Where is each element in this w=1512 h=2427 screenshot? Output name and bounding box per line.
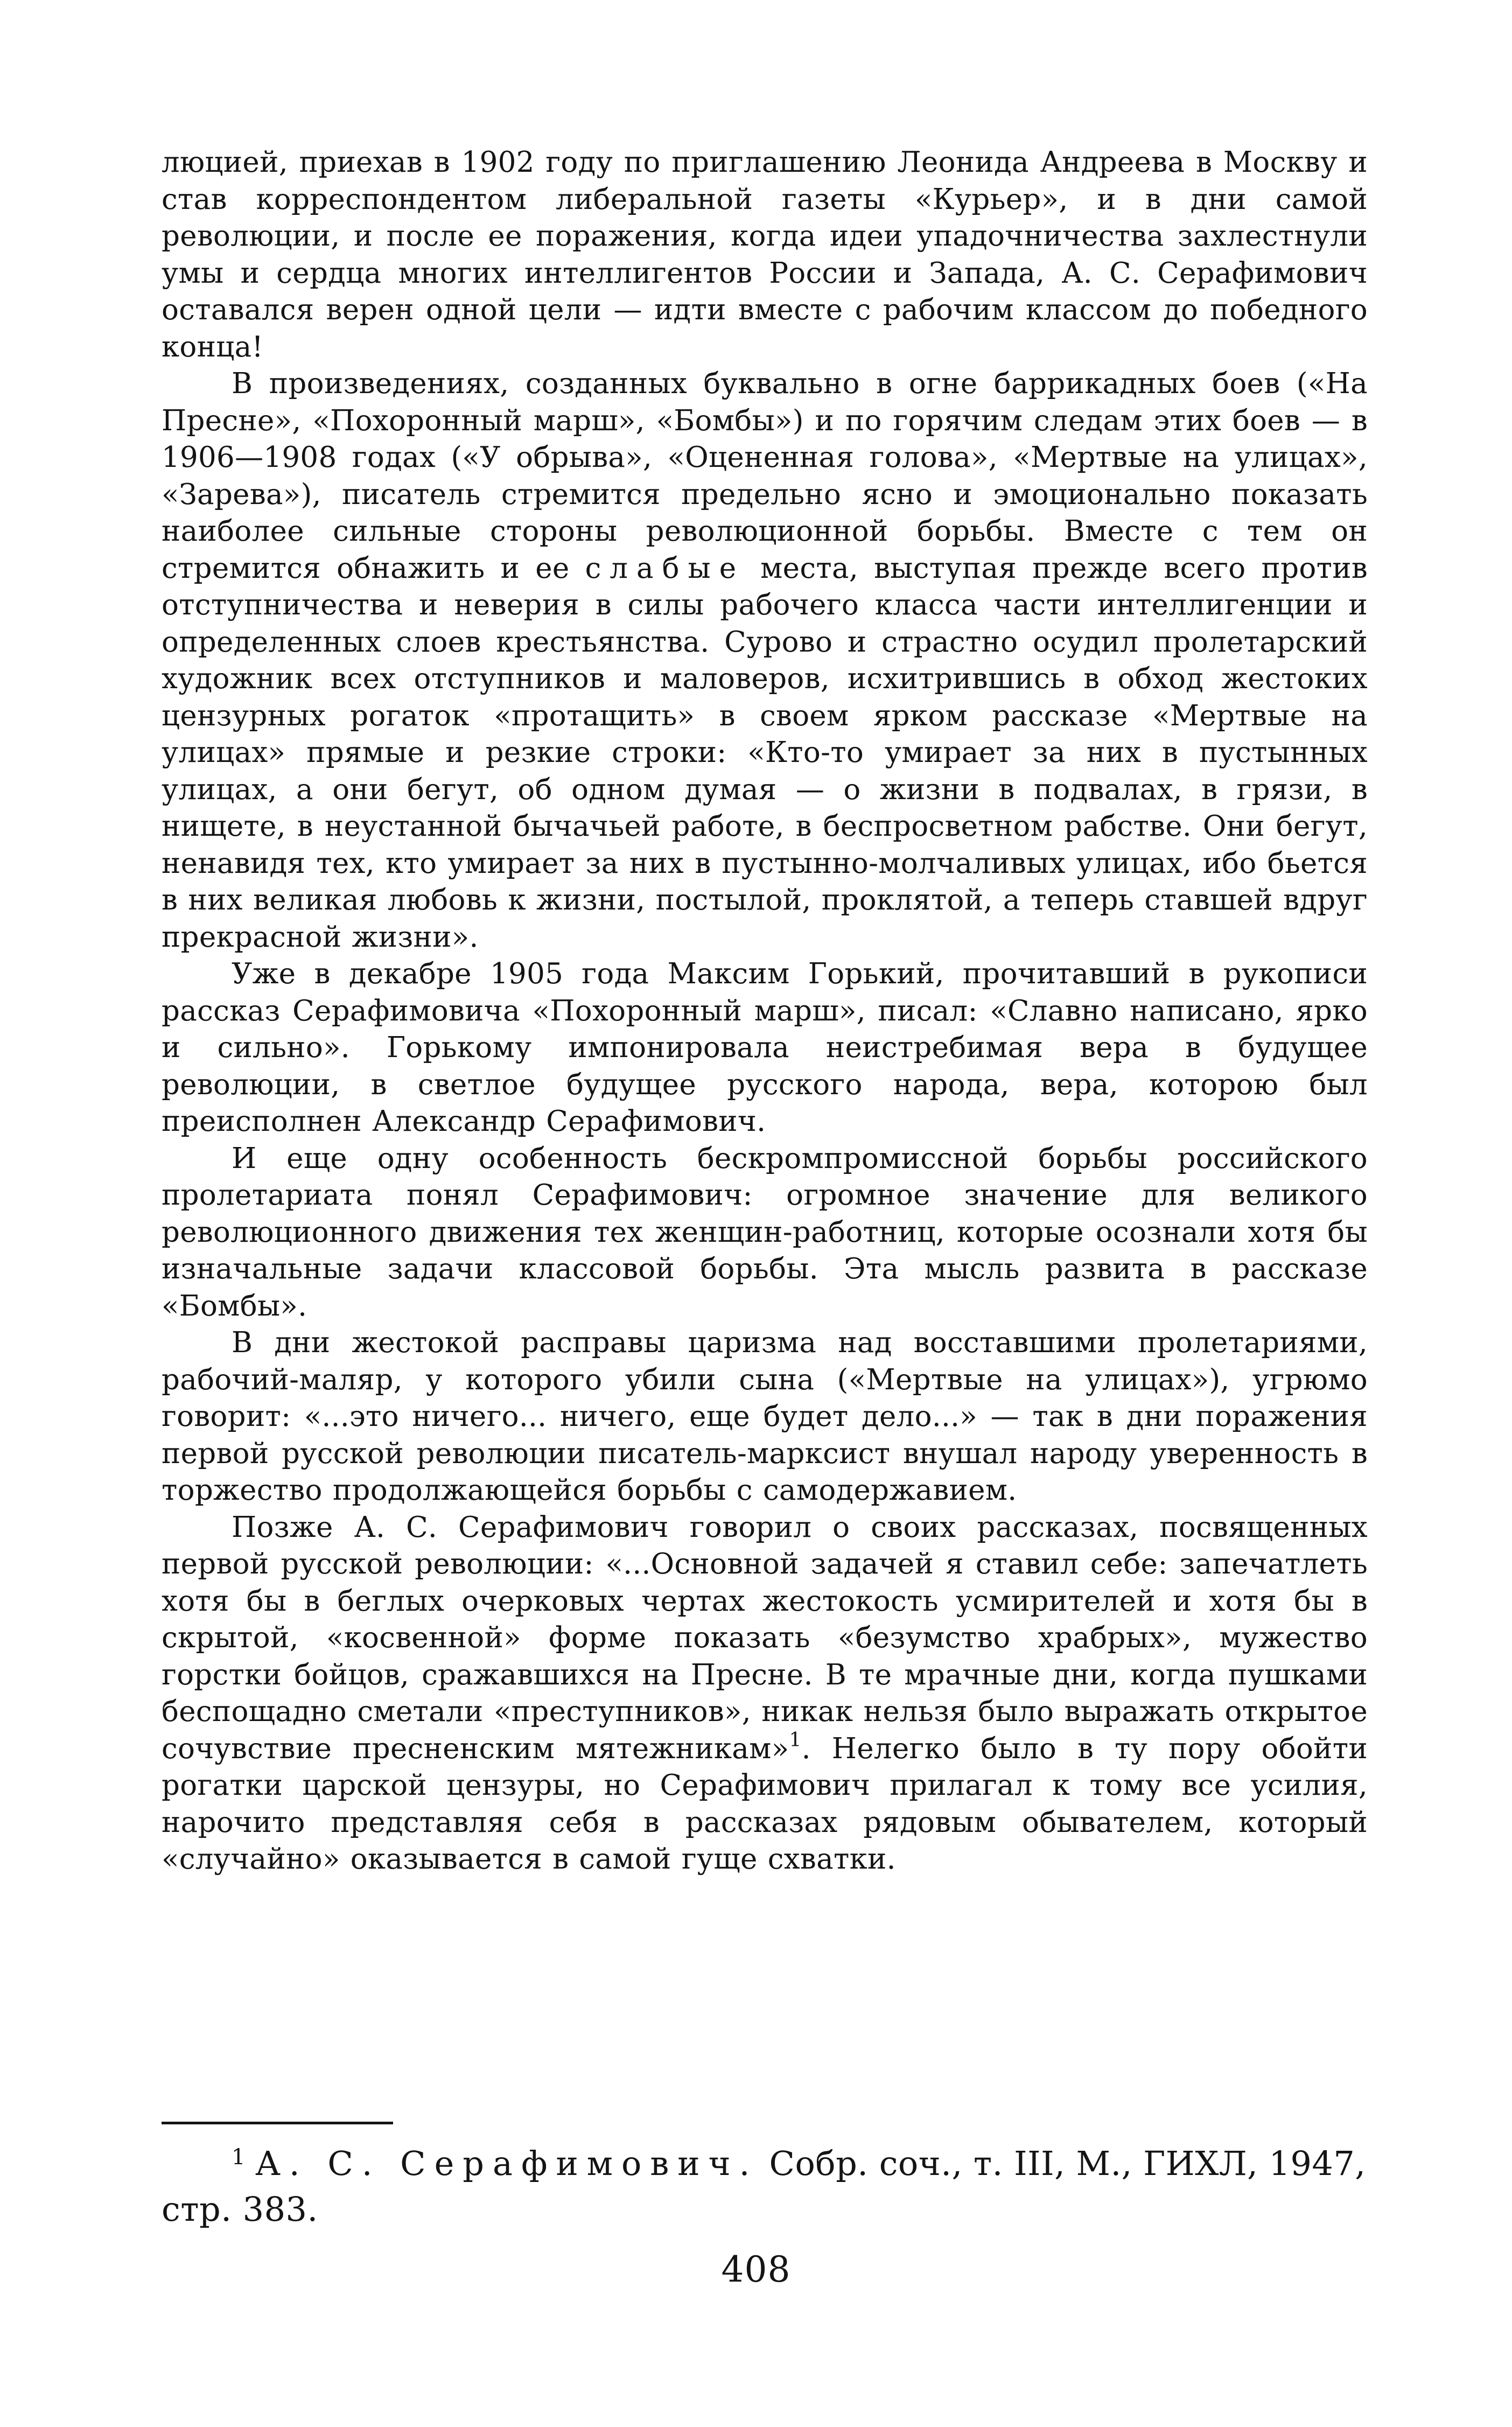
paragraph-gorky: Уже в декабре 1905 года Максим Горький, прочитавший в рукописи рассказ Серафимовича «Похоронный марш», писал: «Славно написано, ярко и сильно». Горькому импонировала неистребимая вера в будущее революции, в светлое будущее русского народа, вера, которою был преисполнен Александр Серафимович. <box>162 957 1368 1138</box>
footnote-author: А. С. Серафимович. <box>255 2144 759 2183</box>
paragraph-women-workers: И еще одну особенность бескромпромиссной борьбы российского пролетариата понял Серафимович: огромное значение для великого революционного движения тех женщин-работниц, которые осознали хотя бы изначальные задачи классовой борьбы. Эта мысль развита в рассказе «Бомбы». <box>162 1142 1368 1323</box>
page-number: 408 <box>721 2249 791 2290</box>
paragraph-text-part: Позже А. С. Серафимович говорил о своих рассказах, посвященных первой русской революции: «...Основной задачей я ставил себе: запечатлеть хотя бы в беглых очерковых чертах жестокость усмирителей и хотя бы в скрытой, «косвенной» форме показать «безумство храбрых», мужество горстки бойцов, сражавшихся на Пресне. В те мрачные дни, когда пушками беспощадно сметали «преступников», никак нельзя было выражать открытое сочувствие пресненским мятежникам» <box>162 1510 1368 1765</box>
paragraph-text-part: В произведениях, созданных буквально в огне баррикадных боев («На Пресне», «Похоронный марш», «Бомбы») и по горячим следам этих боев — в 1906—1908 годах («У обрыва», «Оцененная голова», «Мертвые на улицах», «Зарева»), писатель стремится предельно ясно и эмоционально показать наиболее сильные стороны революционной борьбы. Вместе с тем он стремится обнажить и ее <box>162 367 1368 585</box>
paragraph-later-remarks <box>162 1509 1368 1878</box>
body-text <box>162 144 1368 1878</box>
footnote-marker: 1 <box>232 2145 246 2170</box>
paragraph-continuation: люцией, приехав в 1902 году по приглашению Леонида Андреева в Москву и став корреспондентом либеральной газеты «Курьер», и в дни самой революции, и после ее поражения, когда идеи упадочничества захлестнули умы и сердца многих интеллигентов России и Запада, А. С. Серафимович оставался верен одной цели — идти вместе с рабочим классом до победного конца! <box>162 146 1368 363</box>
paragraph-works-overview <box>162 366 1368 956</box>
footnote <box>162 2141 1368 2232</box>
footnote-divider <box>162 2122 393 2124</box>
emphasized-word: слабые <box>585 551 745 585</box>
footnote-citation: Собр. соч., т. III, М., ГИХЛ, 1947, стр. 383. <box>162 2144 1366 2229</box>
paragraph-painter: В дни жестокой расправы царизма над восставшими пролетариями, рабочий-маляр, у которого убили сына («Мертвые на улицах»), угрюмо говорит: «...это ничего... ничего, еще будет дело...» — так в дни поражения первой русской революции писатель-марксист внушал народу уверенность в торжество продолжающейся борьбы с самодержавием. <box>162 1326 1368 1507</box>
footnote-reference[interactable]: 1 <box>789 1729 802 1751</box>
paragraph-text-part: места, выступая прежде всего против отступничества и неверия в силы рабочего класса части интеллигенции и определенных слоев крестьянства. Сурово и страстно осудил пролетарский художник всех отступников и маловеров, исхитрившись в обход жестоких цензурных рогаток «протащить» в своем ярком рассказе «Мертвые на улицах» прямые и резкие строки: «Кто-то умирает за них в пустынных улицах, а они бегут, об одном думая — о жизни в подвалах, в грязи, в нищете, в неустанной бычачьей работе, в беспросветном рабстве. Они бегут, ненавидя тех, кто умирает за них в пустынно-молчаливых улицах, ибо бьется в них великая любовь к жизни, постылой, проклятой, а теперь ставшей вдруг прекрасной жизни». <box>162 551 1368 954</box>
paragraph-text-part: . Нелегко было в ту пору обойти рогатки царской цензуры, но Серафимович прилагал к тому все усилия, нарочито представляя себя в рассказах рядовым обывателем, который «случайно» оказывается в самой гуще схватки. <box>162 1732 1368 1876</box>
